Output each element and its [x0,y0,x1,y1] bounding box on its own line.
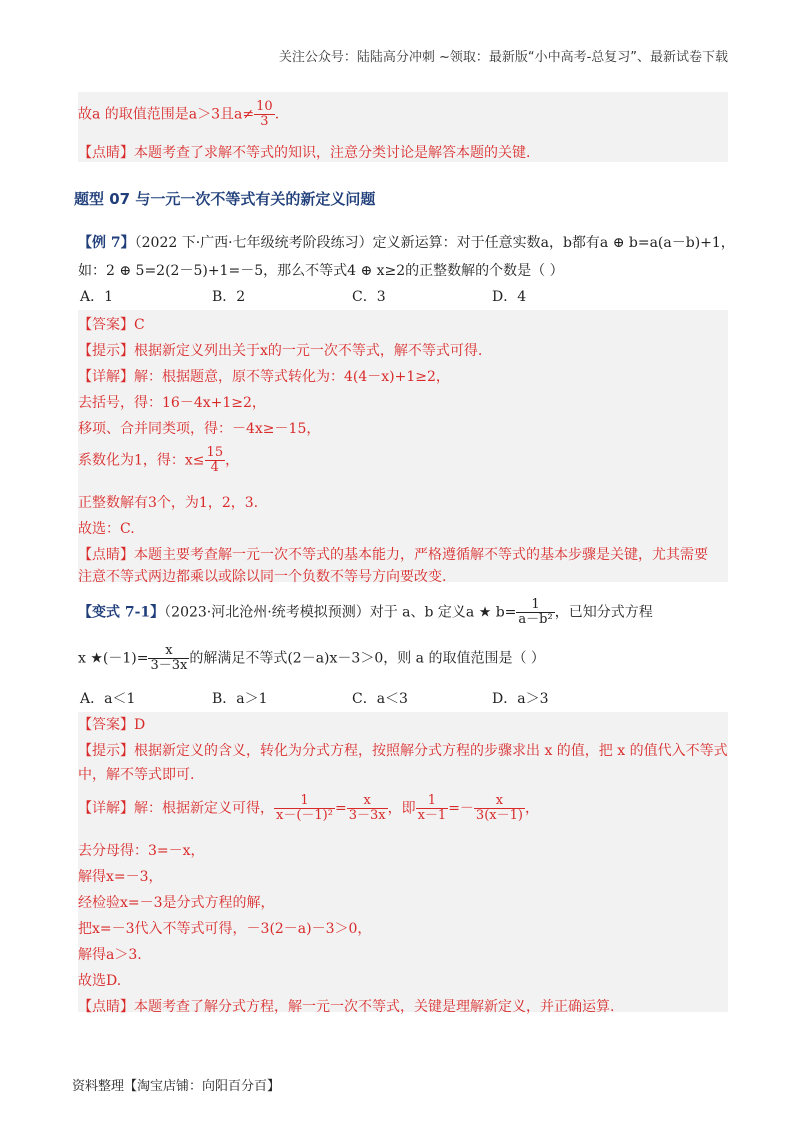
example7-stem-line2: 如：2 ⊕ 5=2(2－5)+1=－5，那么不等式4 ⊕ x≥2的正整数解的个数是（ ） [78,263,564,279]
variant71-step3: 经检验x=－3是分式方程的解， [78,895,275,911]
variant71-step2: 解得x=－3， [78,869,163,885]
example7-step4: 正整数解有3个，为1，2，3. [78,495,259,511]
variant71-tip-line1: 【提示】根据新定义的含义，转化为分式方程，按照解分式方程的步骤求出 x 的值，把 x 的值代入不等式 [78,743,728,759]
example7-answer: 【答案】C [78,317,145,333]
example7-dianjing-line1: 【点睛】本题主要考查解一元一次不等式的基本能力，严格遵循解不等式的基本步骤是关键，尤其需要 [78,547,708,563]
example7-dianjing-line2: 注意不等式两边都乘以或除以同一个负数不等号方向要改变. [78,569,447,585]
variant71-dianjing: 【点睛】本题考查了解分式方程，解一元一次不等式，关键是理解新定义，并正确运算. [78,999,615,1015]
variant71-step1: 去分母得：3=－x， [78,843,205,859]
variant71-stem-line2: x ★(－1)= $\frac{x}{3-3x}$ 的解满足不等式(2－a)x－3＞0，则 a 的取值范围是（ ） [78,643,545,673]
example7-stem-line1: 【例 7】（2022 下·广西·七年级统考阶段练习）定义新运算：对于任意实数a，b都有a ⊕ b=a(a－b)+1， [78,235,735,251]
variant71-detail: 【详解】解：根据新定义可得， $\frac{1}{\text{x－(－1)²}}$ = $\frac{x}{3-3x}$ ，即 $\frac{1}{x-1}$ =－ $\frac{x}{3(x-1)}$ ， [78,793,539,823]
variant71-tip-line2: 中，解不等式即可. [78,767,195,783]
variant71-option-c: C．a＜3 [352,691,408,707]
example7-option-c: C．3 [352,289,386,305]
variant71-step5: 解得a＞3. [78,947,142,963]
variant71-option-a: A．a＜1 [80,691,136,707]
top-dianjing: 【点睛】本题考查了求解不等式的知识，注意分类讨论是解答本题的关键. [78,145,531,161]
example7-option-d: D．4 [492,289,527,305]
example7-option-b: B．2 [212,289,246,305]
section-title: 题型 07 与一元一次不等式有关的新定义问题 [74,190,376,208]
page-footer: 资料整理【淘宝店铺：向阳百分百】 [72,1079,281,1094]
example7-option-a: A．1 [80,289,114,305]
range-conclusion: 故a 的取值范围是a＞3且a≠ $\frac{10}{3}$ . [78,99,280,129]
variant71-stem-line1: 【变式 7-1】（2023·河北沧州·统考模拟预测）对于 a、b 定义a ★ b= $\frac{1}{\text{a－b²}}$ ，已知分式方程 [78,597,653,627]
example7-step2: 移项、合并同类项，得：－4x≥－15， [78,421,321,437]
example7-step3: 系数化为1，得：x≤ $\frac{15}{4}$ ， [78,445,240,475]
page-header: 关注公众号：陆陆高分冲刺 ~领取：最新版“小中高考-总复习”、最新试卷下载 [278,50,728,65]
variant71-step4: 把x=－3代入不等式可得，－3(2－a)－3＞0， [78,921,372,937]
variant71-answer: 【答案】D [78,717,146,733]
example7-tip: 【提示】根据新定义列出关于x的一元一次不等式，解不等式可得. [78,343,483,359]
variant71-option-d: D．a＞3 [492,691,549,707]
variant71-option-b: B．a＞1 [212,691,268,707]
example7-step5: 故选：C. [78,521,135,537]
variant71-step6: 故选D. [78,973,122,989]
example7-detail: 【详解】解：根据题意，原不等式转化为：4(4－x)+1≥2， [78,369,450,385]
example7-step1: 去括号，得：16－4x+1≥2， [78,395,266,411]
